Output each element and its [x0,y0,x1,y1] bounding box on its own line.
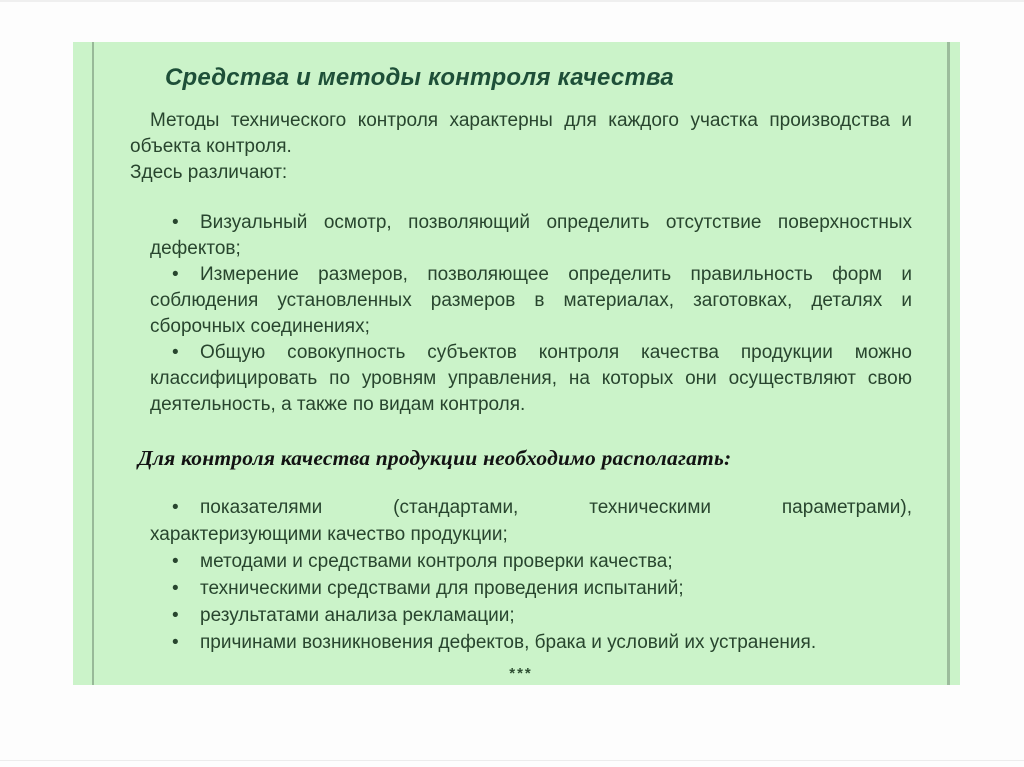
list-item-text: причинами возникновения дефектов, брака и условий их устранения. [200,632,817,653]
inspection-methods-list [150,210,912,418]
bullet-marker: • [172,551,179,572]
slide-content [130,42,912,685]
list-item [150,602,912,629]
bullet-marker: • [172,605,179,626]
list-item-text: Общую совокупность субъектов контроля качества продукции можно [200,342,912,363]
list-item-text: техническими средствами для проведения испытаний; [200,578,684,599]
list-item-line [150,262,912,288]
slide-canvas [73,42,960,685]
page-bottom-hairline [0,760,1024,761]
slide-title: Средства и методы контроля качества [165,64,674,91]
list-item [150,548,912,575]
list-item-line [150,575,912,602]
list-item-line: соблюдения установленных размеров в материалах, заготовках, деталях и [150,290,912,311]
list-item-line: классифицировать по уровням управления, на которых они осуществляют свою [150,368,912,389]
list-item [150,210,912,262]
list-item-line: дефектов; [150,238,241,259]
list-item-line [150,602,912,629]
bullet-marker: • [172,578,179,599]
list-item [150,494,912,548]
list-item-line [150,210,912,236]
list-item-text: Измерение размеров, позволяющее определить правильность форм и [200,264,912,285]
bullet-marker: • [172,342,179,363]
intro-line: Здесь различают: [130,162,288,183]
list-item-line [150,340,912,366]
list-item [150,575,912,602]
list-item-text: методами и средствами контроля проверки качества; [200,551,673,572]
page-top-hairline [0,0,1024,2]
bullet-marker: • [172,497,179,518]
bullet-marker: • [172,212,179,233]
list-item-line [150,494,912,521]
footer-separator: *** [509,665,533,682]
list-item-line: характеризующими качество продукции; [150,524,508,545]
bullet-marker: • [172,632,179,653]
list-item-line: деятельность, а также по видам контроля. [150,394,526,415]
bullet-marker: • [172,264,179,285]
list-item [150,629,912,656]
intro-line: Методы технического контроля характерны для каждого участка производства и [150,110,912,131]
list-item-line [150,629,912,656]
list-item-text: показателями (стандартами, техническими параметрами), [200,497,912,518]
list-item [150,262,912,340]
intro-line: объекта контроля. [130,136,292,157]
requirements-list [150,494,912,656]
requirements-subheading: Для контроля качества продукции необходимо располагать: [138,446,732,470]
list-item [150,340,912,418]
right-rule-line [947,42,950,685]
list-item-line: сборочных соединениях; [150,316,370,337]
list-item-line [150,548,912,575]
left-rule-line [92,42,94,685]
intro-paragraph [130,108,912,186]
list-item-text: результатами анализа рекламации; [200,605,515,626]
list-item-text: Визуальный осмотр, позволяющий определить отсутствие поверхностных [200,212,912,233]
